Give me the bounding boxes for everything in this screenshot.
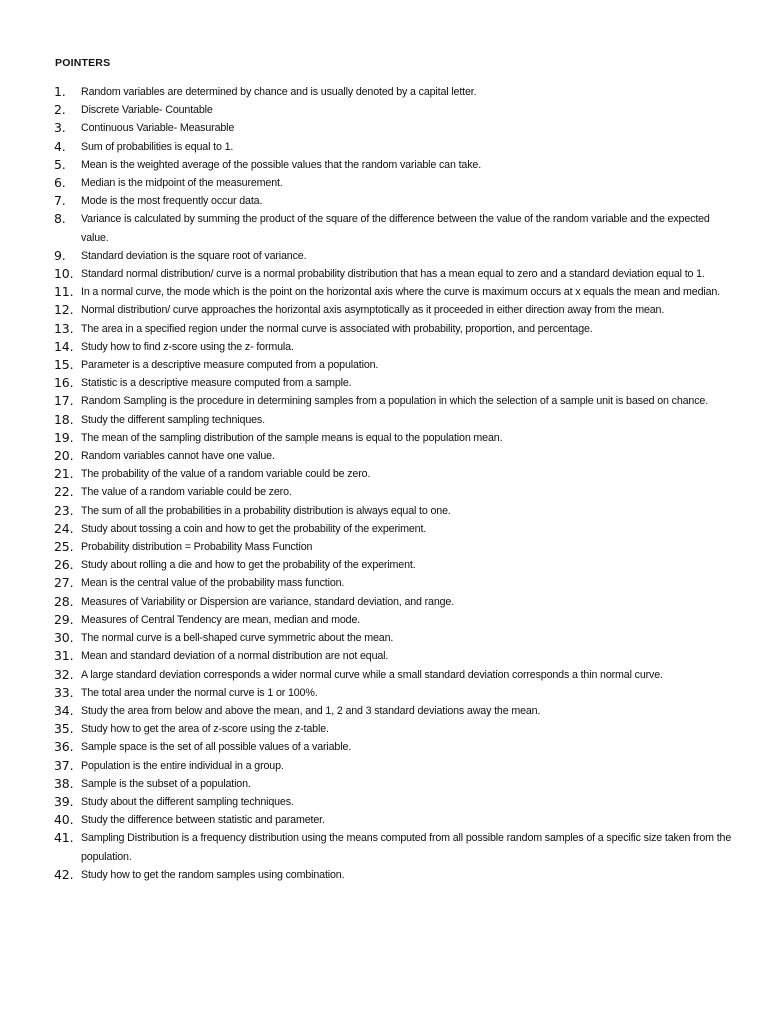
list-item: [0, 811, 768, 829]
list-item-number: 32.: [54, 666, 74, 682]
list-item: [0, 793, 768, 811]
list-item: [0, 465, 768, 483]
list-item-text: Study about the different sampling techniques.: [81, 795, 294, 808]
list-item-number: 39.: [54, 793, 74, 809]
list-item: [0, 138, 768, 156]
list-item-text: Study the difference between statistic and parameter.: [81, 814, 325, 827]
list-item: [0, 757, 768, 775]
list-item-number: 24.: [54, 520, 74, 536]
list-item-text: Sampling Distribution is a frequency distribution using the means computed from all possible random samples of a specific size taken from the population.: [81, 832, 732, 863]
list-item-text: Study the area from below and above the mean, and 1, 2 and 3 standard deviations away the mean.: [81, 704, 541, 717]
list-item-text: Variance is calculated by summing the product of the square of the difference between the value of the random variable and the expected value.: [81, 213, 710, 244]
list-item: [0, 556, 768, 574]
list-item-text: Mean is the weighted average of the possible values that the random variable can take.: [81, 158, 482, 171]
list-item-number: 10.: [54, 266, 74, 282]
list-item-number: 11.: [54, 284, 74, 300]
list-item: [0, 247, 768, 265]
list-item-text: Probability distribution = Probability Mass Function: [81, 541, 313, 554]
list-item-text: Mean is the central value of the probability mass function.: [81, 577, 345, 590]
list-item: [0, 338, 768, 356]
list-item-number: 9.: [54, 247, 66, 263]
list-item: [0, 83, 768, 101]
list-item-number: 23.: [54, 502, 74, 518]
list-item: [0, 520, 768, 538]
list-item-number: 41.: [54, 830, 74, 846]
list-item-number: 17.: [54, 393, 74, 409]
list-item-number: 27.: [54, 575, 74, 591]
list-item-text: A large standard deviation corresponds a wider normal curve while a small standard deviation corresponds a thin normal curve.: [81, 668, 663, 681]
list-item-number: 29.: [54, 611, 74, 627]
list-item-number: 8.: [54, 211, 66, 227]
page-title: POINTERS: [55, 57, 111, 69]
list-item: [0, 119, 768, 137]
list-item: [0, 192, 768, 210]
list-item-number: 28.: [54, 593, 74, 609]
list-item-text: Standard normal distribution/ curve is a normal probability distribution that has a mean equal to zero and a standard deviation equal to 1.: [81, 268, 705, 281]
list-item-number: 13.: [54, 320, 74, 336]
list-item-number: 26.: [54, 557, 74, 573]
list-item-text: The total area under the normal curve is 1 or 100%.: [81, 686, 318, 699]
list-item-text: Statistic is a descriptive measure computed from a sample.: [81, 377, 352, 390]
list-item-text: Normal distribution/ curve approaches the horizontal axis asymptotically as it proceeded in either direction away from the mean.: [81, 304, 665, 317]
list-item: [0, 611, 768, 629]
list-item: [0, 265, 768, 283]
list-item: [0, 301, 768, 319]
list-item: [0, 593, 768, 611]
list-item-text: Study how to get the random samples using combination.: [81, 868, 345, 881]
list-item: [0, 684, 768, 702]
list-item-text: The area in a specified region under the normal curve is associated with probability, proportion, and percentage.: [81, 322, 593, 335]
list-item: [0, 738, 768, 756]
list-item-text: Discrete Variable- Countable: [81, 104, 213, 117]
list-item: [0, 502, 768, 520]
list-item-number: 21.: [54, 466, 74, 482]
list-item-number: 5.: [54, 156, 66, 172]
list-item-number: 15.: [54, 357, 74, 373]
list-item: [0, 320, 768, 338]
list-item: [0, 429, 768, 447]
list-item: [0, 629, 768, 647]
list-item-text: Study about tossing a coin and how to get the probability of the experiment.: [81, 522, 427, 535]
list-item: [0, 156, 768, 174]
list-item: [0, 702, 768, 720]
list-item: [0, 447, 768, 465]
list-item-number: 40.: [54, 812, 74, 828]
list-item: [0, 283, 768, 301]
list-item-number: 3.: [54, 120, 66, 136]
list-item-text: Sample space is the set of all possible values of a variable.: [81, 741, 352, 754]
list-item: [0, 101, 768, 119]
list-item-text: In a normal curve, the mode which is the point on the horizontal axis where the curve is maximum occurs at x equals the mean and median.: [81, 286, 720, 299]
list-item: [0, 666, 768, 684]
list-item: [0, 829, 768, 865]
list-item-text: The probability of the value of a random variable could be zero.: [81, 468, 371, 481]
list-item: [0, 866, 768, 884]
list-item: [0, 720, 768, 738]
list-item-number: 14.: [54, 338, 74, 354]
list-item-text: Sum of probabilities is equal to 1.: [81, 140, 234, 153]
list-item-text: Random variables cannot have one value.: [81, 450, 275, 463]
list-item-text: Population is the entire individual in a group.: [81, 759, 284, 772]
list-item-text: Study the different sampling techniques.: [81, 413, 265, 426]
list-item: [0, 411, 768, 429]
list-item-number: 12.: [54, 302, 74, 318]
list-item-text: Sample is the subset of a population.: [81, 777, 251, 790]
list-item-number: 18.: [54, 411, 74, 427]
list-item-text: The sum of all the probabilities in a probability distribution is always equal to one.: [81, 504, 451, 517]
list-item-text: Study how to get the area of z-score using the z-table.: [81, 723, 329, 736]
list-item-number: 30.: [54, 630, 74, 646]
list-item-number: 22.: [54, 484, 74, 500]
list-item: [0, 374, 768, 392]
list-item-text: Study how to find z-score using the z- formula.: [81, 340, 294, 353]
list-item-text: The mean of the sampling distribution of the sample means is equal to the population mean.: [81, 431, 503, 444]
list-item-number: 25.: [54, 539, 74, 555]
list-item-text: Study about rolling a die and how to get the probability of the experiment.: [81, 559, 416, 572]
list-item-text: Random variables are determined by chance and is usually denoted by a capital letter.: [81, 86, 477, 98]
list-item-number: 16.: [54, 375, 74, 391]
list-item-text: Mean and standard deviation of a normal distribution are not equal.: [81, 650, 389, 663]
list-item-number: 38.: [54, 775, 74, 791]
list-item-text: Mode is the most frequently occur data.: [81, 195, 263, 208]
list-item: [0, 483, 768, 501]
list-item: [0, 775, 768, 793]
list-item: [0, 574, 768, 592]
list-item-number: 31.: [54, 648, 74, 664]
list-item-number: 2.: [54, 102, 66, 118]
list-item-number: 1.: [54, 84, 66, 99]
list-item-text: Random Sampling is the procedure in determining samples from a population in which the selection of a sample unit is based on chance.: [81, 395, 709, 408]
list-item-number: 6.: [54, 175, 66, 191]
list-item: [0, 174, 768, 192]
list-item-text: Continuous Variable- Measurable: [81, 122, 235, 135]
list-item-text: The value of a random variable could be zero.: [81, 486, 292, 499]
list-item-number: 42.: [54, 866, 74, 882]
list-item-number: 4.: [54, 138, 66, 154]
list-item: [0, 647, 768, 665]
list-item-text: Measures of Variability or Dispersion are variance, standard deviation, and range.: [81, 595, 455, 608]
list-item-number: 35.: [54, 721, 74, 737]
list-item: [0, 392, 768, 410]
list-item-text: Median is the midpoint of the measurement.: [81, 177, 283, 190]
list-item-number: 7.: [54, 193, 66, 209]
list-item: [0, 356, 768, 374]
list-item: [0, 210, 768, 246]
list-item-text: Standard deviation is the square root of variance.: [81, 249, 307, 262]
list-item: [0, 538, 768, 556]
list-item-text: Parameter is a descriptive measure computed from a population.: [81, 359, 379, 372]
list-item-number: 34.: [54, 702, 74, 718]
list-item-number: 19.: [54, 429, 74, 445]
list-item-number: 33.: [54, 684, 74, 700]
list-item-number: 37.: [54, 757, 74, 773]
list-item-text: The normal curve is a bell-shaped curve symmetric about the mean.: [81, 632, 394, 645]
list-item-number: 20.: [54, 448, 74, 464]
list-item-number: 36.: [54, 739, 74, 755]
list-item-text: Measures of Central Tendency are mean, median and mode.: [81, 613, 361, 626]
pointers-list: [0, 83, 768, 884]
